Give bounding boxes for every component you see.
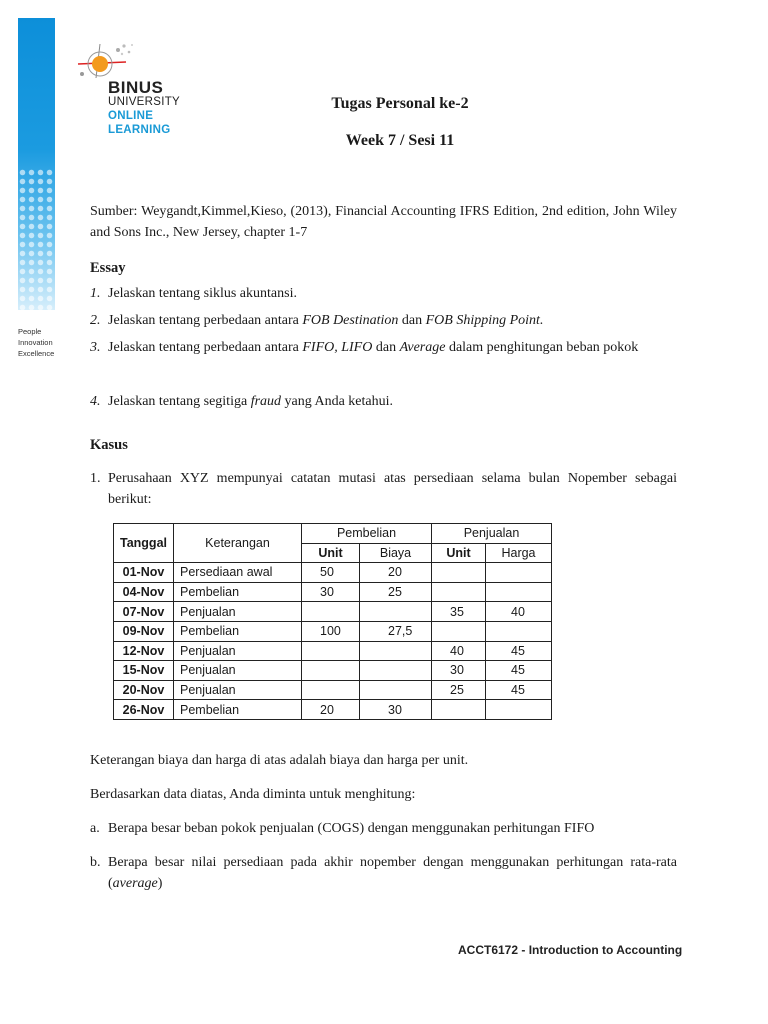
strip-pattern xyxy=(18,168,55,310)
cell-tanggal: 12-Nov xyxy=(114,641,174,661)
cell-harga: 45 xyxy=(486,661,552,681)
essay-item xyxy=(90,388,677,415)
note-keterangan: Keterangan biaya dan harga di atas adalah biaya dan harga per unit. xyxy=(90,753,469,768)
essay-item-text: Jelaskan tentang siklus akuntansi. xyxy=(108,286,297,301)
logo-text-binus: BINUS xyxy=(108,78,164,97)
essay-item xyxy=(90,307,677,334)
col-header-penjualan: Penjualan xyxy=(432,524,552,544)
cell-biaya xyxy=(360,661,432,681)
cell-harga xyxy=(486,582,552,602)
tagline xyxy=(18,326,54,359)
cell-unit-beli xyxy=(302,661,360,681)
question-b-text: Berapa besar nilai persediaan pada akhir nopember dengan menggunakan perhitungan rata-rata (average) xyxy=(108,855,677,891)
source-citation: Sumber: Weygandt,Kimmel,Kieso, (2013), Financial Accounting IFRS Edition, 2nd edition, John Wiley and Sons Inc., New Jersey, chapter 1-7 xyxy=(90,204,677,240)
cell-biaya: 30 xyxy=(360,700,432,720)
cell-keterangan: Pembelian xyxy=(174,582,302,602)
cell-harga xyxy=(486,700,552,720)
cell-unit-jual xyxy=(432,563,486,583)
essay-item-number: 1. xyxy=(90,286,101,301)
cell-biaya xyxy=(360,602,432,622)
table-row xyxy=(114,602,552,622)
cell-harga: 45 xyxy=(486,680,552,700)
question-a xyxy=(90,818,677,839)
col-header-tanggal: Tanggal xyxy=(114,524,174,563)
cell-tanggal: 15-Nov xyxy=(114,661,174,681)
table-row xyxy=(114,680,552,700)
cell-unit-beli: 30 xyxy=(302,582,360,602)
cell-harga xyxy=(486,563,552,583)
page-subtitle: Week 7 / Sesi 11 xyxy=(345,132,455,149)
cell-keterangan: Penjualan xyxy=(174,641,302,661)
logo-text-university: UNIVERSITY xyxy=(108,96,181,108)
brand-strip xyxy=(18,18,55,310)
table-row xyxy=(114,700,552,720)
cell-harga: 40 xyxy=(486,602,552,622)
question-a-label: a. xyxy=(90,821,100,836)
cell-tanggal: 07-Nov xyxy=(114,602,174,622)
note-berdasarkan: Berdasarkan data diatas, Anda diminta untuk menghitung: xyxy=(90,787,416,802)
cell-unit-jual xyxy=(432,621,486,641)
essay-item xyxy=(90,280,677,307)
cell-tanggal: 01-Nov xyxy=(114,563,174,583)
table-row xyxy=(114,563,552,583)
question-a-text: Berapa besar beban pokok penjualan (COGS) dengan menggunakan perhitungan FIFO xyxy=(108,821,595,836)
cell-unit-jual: 25 xyxy=(432,680,486,700)
cell-tanggal: 26-Nov xyxy=(114,700,174,720)
tagline-line: Innovation xyxy=(18,338,53,347)
cell-keterangan: Pembelian xyxy=(174,621,302,641)
col-header-keterangan: Keterangan xyxy=(174,524,302,563)
inventory-table xyxy=(113,523,552,720)
kasus-intro xyxy=(90,468,677,510)
essay-item-text: Jelaskan tentang perbedaan antara FOB Destination dan FOB Shipping Point. xyxy=(108,313,544,328)
cell-tanggal: 04-Nov xyxy=(114,582,174,602)
cell-keterangan: Penjualan xyxy=(174,680,302,700)
kasus-heading: Kasus xyxy=(90,437,128,453)
cell-unit-beli: 20 xyxy=(302,700,360,720)
cell-unit-beli xyxy=(302,641,360,661)
essay-item-number: 3. xyxy=(90,340,101,355)
col-header-unit-beli: Unit xyxy=(302,543,360,563)
cell-keterangan: Persediaan awal xyxy=(174,563,302,583)
cell-harga: 45 xyxy=(486,641,552,661)
essay-item-text: Jelaskan tentang perbedaan antara FIFO, LIFO dan Average dalam penghitungan beban pokok xyxy=(108,340,639,355)
cell-unit-jual xyxy=(432,700,486,720)
cell-unit-beli: 100 xyxy=(302,621,360,641)
cell-keterangan: Penjualan xyxy=(174,602,302,622)
kasus-intro-number: 1. xyxy=(90,471,101,486)
cell-tanggal: 20-Nov xyxy=(114,680,174,700)
binus-logo xyxy=(74,40,194,140)
cell-tanggal: 09-Nov xyxy=(114,621,174,641)
footer-course: ACCT6172 - Introduction to Accounting xyxy=(458,943,683,957)
tagline-line: People xyxy=(18,327,42,336)
cell-harga xyxy=(486,621,552,641)
essay-item-text: Jelaskan tentang segitiga fraud yang Anda ketahui. xyxy=(108,394,394,409)
cell-unit-jual: 40 xyxy=(432,641,486,661)
essay-item-number: 2. xyxy=(90,313,101,328)
essay-item xyxy=(90,334,677,361)
table-row xyxy=(114,661,552,681)
col-header-pembelian: Pembelian xyxy=(302,524,432,544)
cell-biaya xyxy=(360,680,432,700)
logo-globe-icon xyxy=(74,40,144,80)
question-b xyxy=(90,852,677,894)
kasus-intro-text: Perusahaan XYZ mempunyai catatan mutasi atas persediaan selama bulan Nopember sebagai berikut: xyxy=(108,471,677,507)
table-body xyxy=(114,563,552,720)
col-header-biaya: Biaya xyxy=(360,543,432,563)
cell-biaya: 20 xyxy=(360,563,432,583)
cell-biaya: 27,5 xyxy=(360,621,432,641)
essay-heading: Essay xyxy=(90,260,126,276)
logo-text-learning: LEARNING xyxy=(108,124,171,136)
col-header-harga: Harga xyxy=(486,543,552,563)
cell-unit-jual xyxy=(432,582,486,602)
page-title: Tugas Personal ke-2 xyxy=(331,95,469,112)
cell-unit-beli xyxy=(302,680,360,700)
table-row xyxy=(114,641,552,661)
cell-keterangan: Penjualan xyxy=(174,661,302,681)
col-header-unit-jual: Unit xyxy=(432,543,486,563)
question-b-label: b. xyxy=(90,855,101,870)
logo-text-online: ONLINE xyxy=(108,110,154,122)
cell-unit-jual: 35 xyxy=(432,602,486,622)
cell-unit-beli xyxy=(302,602,360,622)
cell-keterangan: Pembelian xyxy=(174,700,302,720)
tagline-line: Excellence xyxy=(18,349,55,358)
cell-unit-beli: 50 xyxy=(302,563,360,583)
cell-biaya xyxy=(360,641,432,661)
cell-biaya: 25 xyxy=(360,582,432,602)
table-row xyxy=(114,621,552,641)
cell-unit-jual: 30 xyxy=(432,661,486,681)
essay-item-number: 4. xyxy=(90,394,101,409)
table-row xyxy=(114,582,552,602)
